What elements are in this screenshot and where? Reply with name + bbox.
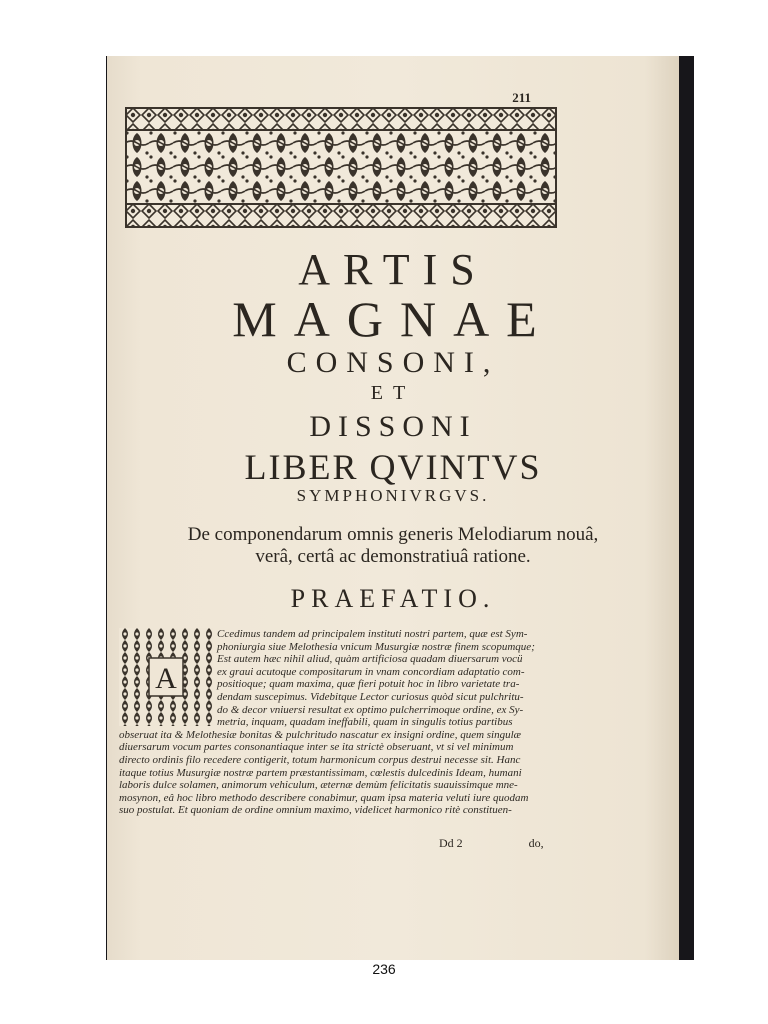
signature-mark: Dd 2: [439, 836, 463, 850]
body-line: Ccedimus tandem ad principalem instituti nostri partem, quæ est Sym-: [217, 628, 528, 640]
body-line: obseruat ita & Melothesiæ bonitas & pulchritudo nascatur ex insigni ordine, quem singulæ: [119, 728, 521, 741]
body-line: metria, inquam, quadam ineffabili, quam in singulis totius partibus: [217, 716, 513, 729]
catchword: do,: [528, 836, 544, 850]
book-page: [107, 56, 679, 960]
decorated-initial: [119, 628, 213, 726]
body-line: diuersarum vocum partes consonantiaque inter se ita strictè obseruant, vt si vel minimum: [119, 741, 514, 754]
page-number: 211: [512, 90, 531, 105]
body-line: laboris dulce solamen, animorum vehiculum, æternæ demùm felicitatis suauissimque mne-: [119, 779, 518, 792]
title-line-consoni: CONSONI,: [286, 346, 500, 379]
subtitle-line-1: De componendarum omnis generis Melodiarum nouâ,: [187, 524, 599, 545]
body-line: positioque; quam maxima, quæ fieri potuit hoc in libro varietate tra-: [217, 678, 520, 691]
body-line: suo postulat. Et quoniam de ordine omnium maximo, videlicet harmonico ritè constituen-: [119, 804, 512, 817]
ornamental-headpiece: [125, 107, 557, 228]
body-line: mosynon, eâ hoc libro methodo describere conabimur, quam ipsa materia veluti iure quodam: [119, 791, 529, 804]
body-line: dendam suscepimus. Videbitque Lector curiosus quòd sicut pulchritu-: [217, 690, 524, 703]
signature-line: [439, 836, 544, 851]
body-line: Est autem hæc nihil aliud, quàm artificiosa quadam diuersarum vocü: [217, 653, 523, 666]
body-line: directo ordinis filo recedere contigerit, totum harmonicum corpus destrui necesse sit. Hanc: [119, 753, 521, 766]
title-line-artis: ARTIS: [298, 245, 488, 294]
title-line-liber-quintus: LIBER QVINTVS: [244, 447, 542, 487]
subtitle-line-2: verâ, certâ ac demonstratiuâ ratione.: [255, 546, 531, 567]
body-line: itaque totius Musurgiæ nostræ partem præstantissimam, cœlestis dulcedinis Ideam, humani: [119, 766, 522, 779]
title-line-dissoni: DISSONI: [309, 410, 477, 443]
drop-cap-letter: A: [155, 662, 177, 695]
title-line-symphoniurgus: SYMPHONIVRGVS.: [296, 486, 490, 505]
title-line-magnae: MAGNAE: [232, 291, 554, 347]
body-line: phoniurgia siue Melothesia vnicum Musurgiæ nostræ finem scopumque;: [217, 640, 535, 653]
body-line: ex graui acutoque compositarum in vnam concordiam adaptatio com-: [217, 665, 525, 678]
title-line-et: ET: [370, 382, 416, 404]
subtitle: [107, 524, 679, 568]
body-line: do & decor vniuersi resultat ex optimo pulcherrimoque ordine, ex Sy-: [217, 703, 524, 716]
pdf-page-number: 236: [372, 961, 396, 977]
section-heading: PRAEFATIO.: [290, 584, 496, 613]
